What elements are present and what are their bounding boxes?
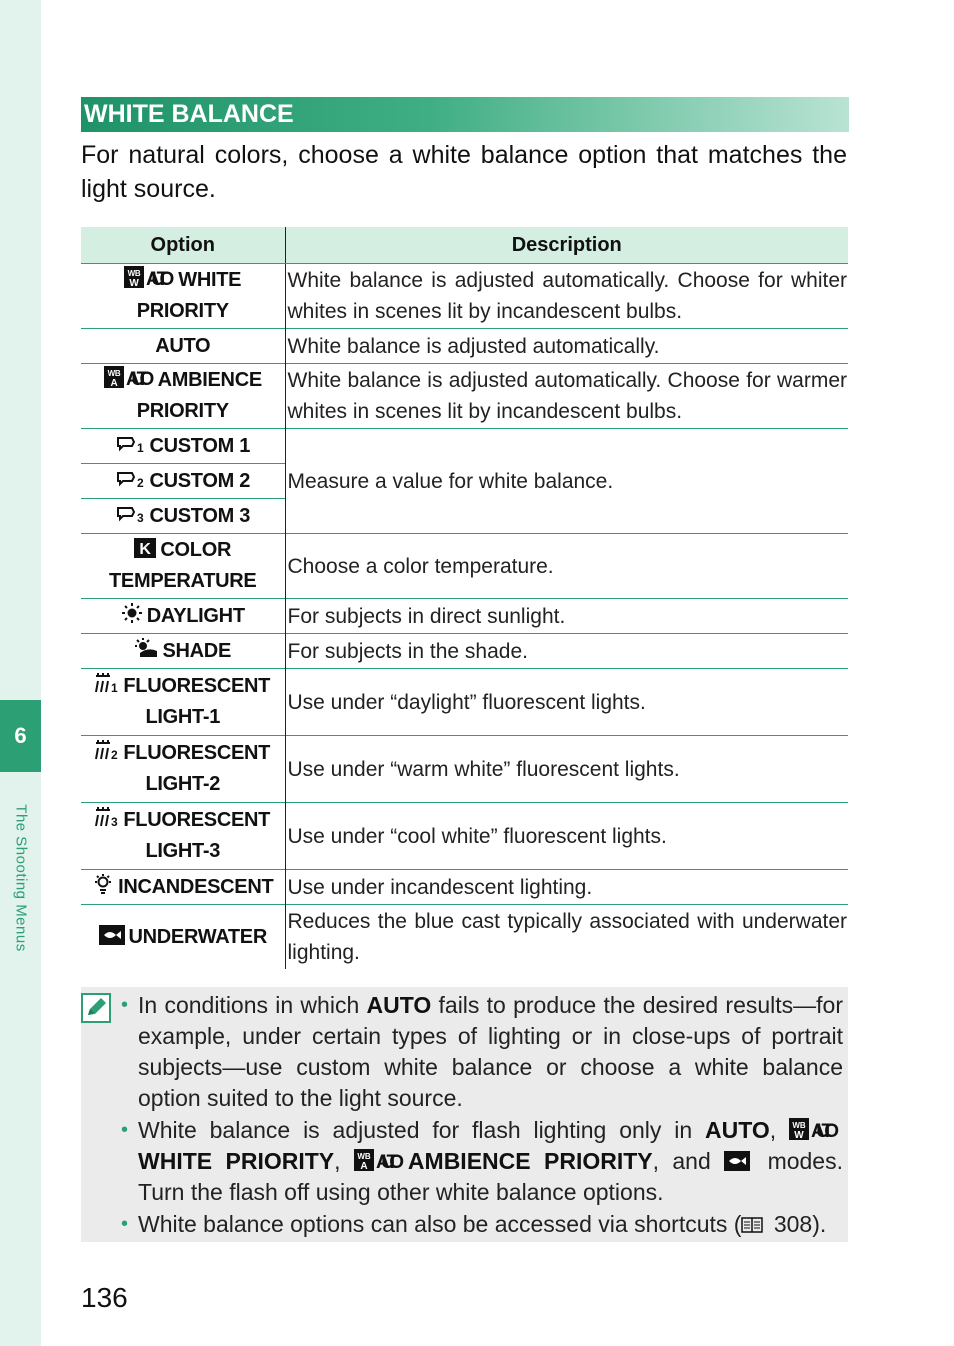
note-pencil-icon xyxy=(81,993,111,1023)
option-label: SHADE xyxy=(162,639,231,662)
incandescent-icon xyxy=(92,873,114,895)
header-option: Option xyxy=(81,227,285,264)
shade-icon xyxy=(134,637,158,659)
option-cell xyxy=(81,534,285,599)
fluorescent-1-icon xyxy=(95,672,119,694)
option-label: WHITE PRIORITY xyxy=(136,269,242,322)
white-balance-table xyxy=(81,227,848,969)
section-title: WHITE BALANCE xyxy=(84,100,294,128)
option-label: DAYLIGHT xyxy=(146,604,245,627)
svg-text:2: 2 xyxy=(137,475,144,489)
svg-text:WB: WB xyxy=(127,269,141,278)
option-cell xyxy=(81,634,285,669)
note-item: • In conditions in which AUTO fails to produce the desired results—for example, under certain types of lighting or in close-ups of portrait subjects—use custom white balance or choose a white balance option suited to the light source. xyxy=(121,992,843,1111)
auto-ambience-priority-icon xyxy=(354,1149,404,1171)
option-cell xyxy=(81,499,285,534)
table-row xyxy=(81,264,848,329)
note-box xyxy=(81,987,848,1242)
svg-text:A: A xyxy=(360,1161,368,1171)
svg-text:W: W xyxy=(129,278,139,288)
svg-text:WB: WB xyxy=(357,1152,371,1161)
svg-text:A: A xyxy=(110,378,118,388)
table-row xyxy=(81,429,848,464)
option-label: UNDERWATER xyxy=(128,925,267,948)
description-cell: Measure a value for white balance. xyxy=(285,429,848,534)
description-cell: Choose a color temperature. xyxy=(285,534,848,599)
option-cell: AUTO xyxy=(81,329,285,364)
auto-white-priority-icon xyxy=(789,1118,839,1140)
description-cell: White balance is adjusted automatically. Choose for warmer whites in scenes lit by incandescent bulbs. xyxy=(285,364,848,429)
side-strip xyxy=(0,0,41,1346)
table-row xyxy=(81,599,848,634)
option-cell xyxy=(81,803,285,870)
svg-text:WB: WB xyxy=(107,369,120,378)
option-cell xyxy=(81,870,285,905)
option-cell xyxy=(81,599,285,634)
svg-text:AUTO: AUTO xyxy=(811,1121,840,1140)
auto-ambience-priority-icon xyxy=(104,366,154,388)
option-cell xyxy=(81,669,285,736)
description-cell: Reduces the blue cast typically associated with underwater lighting. xyxy=(285,905,848,970)
svg-text:3: 3 xyxy=(137,510,144,524)
section-title-bar xyxy=(81,97,849,132)
page-number: 136 xyxy=(81,1282,128,1313)
table-row xyxy=(81,803,848,870)
table-row xyxy=(81,364,848,429)
auto-white-priority-icon xyxy=(124,266,174,288)
svg-text:AUTO: AUTO xyxy=(146,269,175,288)
svg-text:2: 2 xyxy=(111,748,118,761)
option-label: CUSTOM 3 xyxy=(149,504,251,527)
underwater-icon xyxy=(99,925,125,945)
option-label: FLUORESCENT LIGHT-3 xyxy=(123,809,271,862)
svg-text:AUTO: AUTO xyxy=(125,369,154,388)
svg-text:W: W xyxy=(794,1130,804,1140)
option-label: FLUORESCENT LIGHT-1 xyxy=(123,675,271,728)
intro-text: For natural colors, choose a white balance option that matches the light source. xyxy=(81,141,847,203)
table-row xyxy=(81,736,848,803)
table-row xyxy=(81,634,848,669)
note-list xyxy=(121,990,843,1241)
svg-text:3: 3 xyxy=(111,815,118,828)
option-cell xyxy=(81,736,285,803)
fluorescent-2-icon xyxy=(95,739,119,761)
description-cell: Use under “warm white” fluorescent lights. xyxy=(285,736,848,803)
table-row xyxy=(81,669,848,736)
option-cell xyxy=(81,364,285,429)
option-cell xyxy=(81,464,285,499)
svg-text:1: 1 xyxy=(111,681,118,694)
option-label: AMBIENCE PRIORITY xyxy=(136,369,262,422)
description-cell: For subjects in direct sunlight. xyxy=(285,599,848,634)
svg-text:AUTO: AUTO xyxy=(375,1152,404,1171)
option-label: CUSTOM 1 xyxy=(149,434,251,457)
option-cell xyxy=(81,429,285,464)
custom-1-icon xyxy=(115,434,145,454)
svg-text:WB: WB xyxy=(792,1121,806,1130)
note-item: • White balance is adjusted for flash lighting only in AUTO, WB W AUTO WHITE PRIORITY, WB A AUTO AMBIENCE PRIORITY, and modes. Turn the flash off using other white balance options. xyxy=(121,1117,843,1205)
chapter-number: 6 xyxy=(14,723,27,748)
description-cell: White balance is adjusted automatically. xyxy=(285,329,848,364)
table-row xyxy=(81,905,848,970)
chapter-tab xyxy=(0,700,41,772)
table-header-row xyxy=(81,227,848,264)
option-cell xyxy=(81,264,285,329)
description-cell: White balance is adjusted automatically. Choose for whiter whites in scenes lit by incandescent bulbs. xyxy=(287,269,847,323)
chapter-name: The Shooting Menus xyxy=(12,804,30,952)
table-row xyxy=(81,534,848,599)
header-description: Description xyxy=(285,227,848,264)
option-cell xyxy=(81,905,285,970)
underwater-icon xyxy=(724,1151,750,1171)
custom-2-icon xyxy=(115,469,145,489)
description-cell: Use under “cool white” fluorescent lights. xyxy=(285,803,848,870)
option-label: FLUORESCENT LIGHT-2 xyxy=(123,742,271,795)
description-cell: Use under “daylight” fluorescent lights. xyxy=(285,669,848,736)
table-row xyxy=(81,870,848,905)
custom-3-icon xyxy=(115,504,145,524)
fluorescent-3-icon xyxy=(95,806,119,828)
svg-text:K: K xyxy=(139,541,152,558)
description-cell: For subjects in the shade. xyxy=(285,634,848,669)
option-label: COLOR TEMPERATURE xyxy=(109,539,257,592)
page-reference[interactable]: 308 xyxy=(767,1211,813,1237)
table-row xyxy=(81,329,848,364)
description-cell: Use under incandescent lighting. xyxy=(285,870,848,905)
book-reference-icon xyxy=(741,1216,763,1234)
note-item: • White balance options can also be accessed via shortcuts ( 308). xyxy=(121,1211,827,1237)
daylight-icon xyxy=(121,602,143,624)
color-temperature-icon xyxy=(134,538,156,558)
option-label: CUSTOM 2 xyxy=(149,469,251,492)
option-label: INCANDESCENT xyxy=(118,875,274,898)
svg-text:1: 1 xyxy=(137,440,144,454)
